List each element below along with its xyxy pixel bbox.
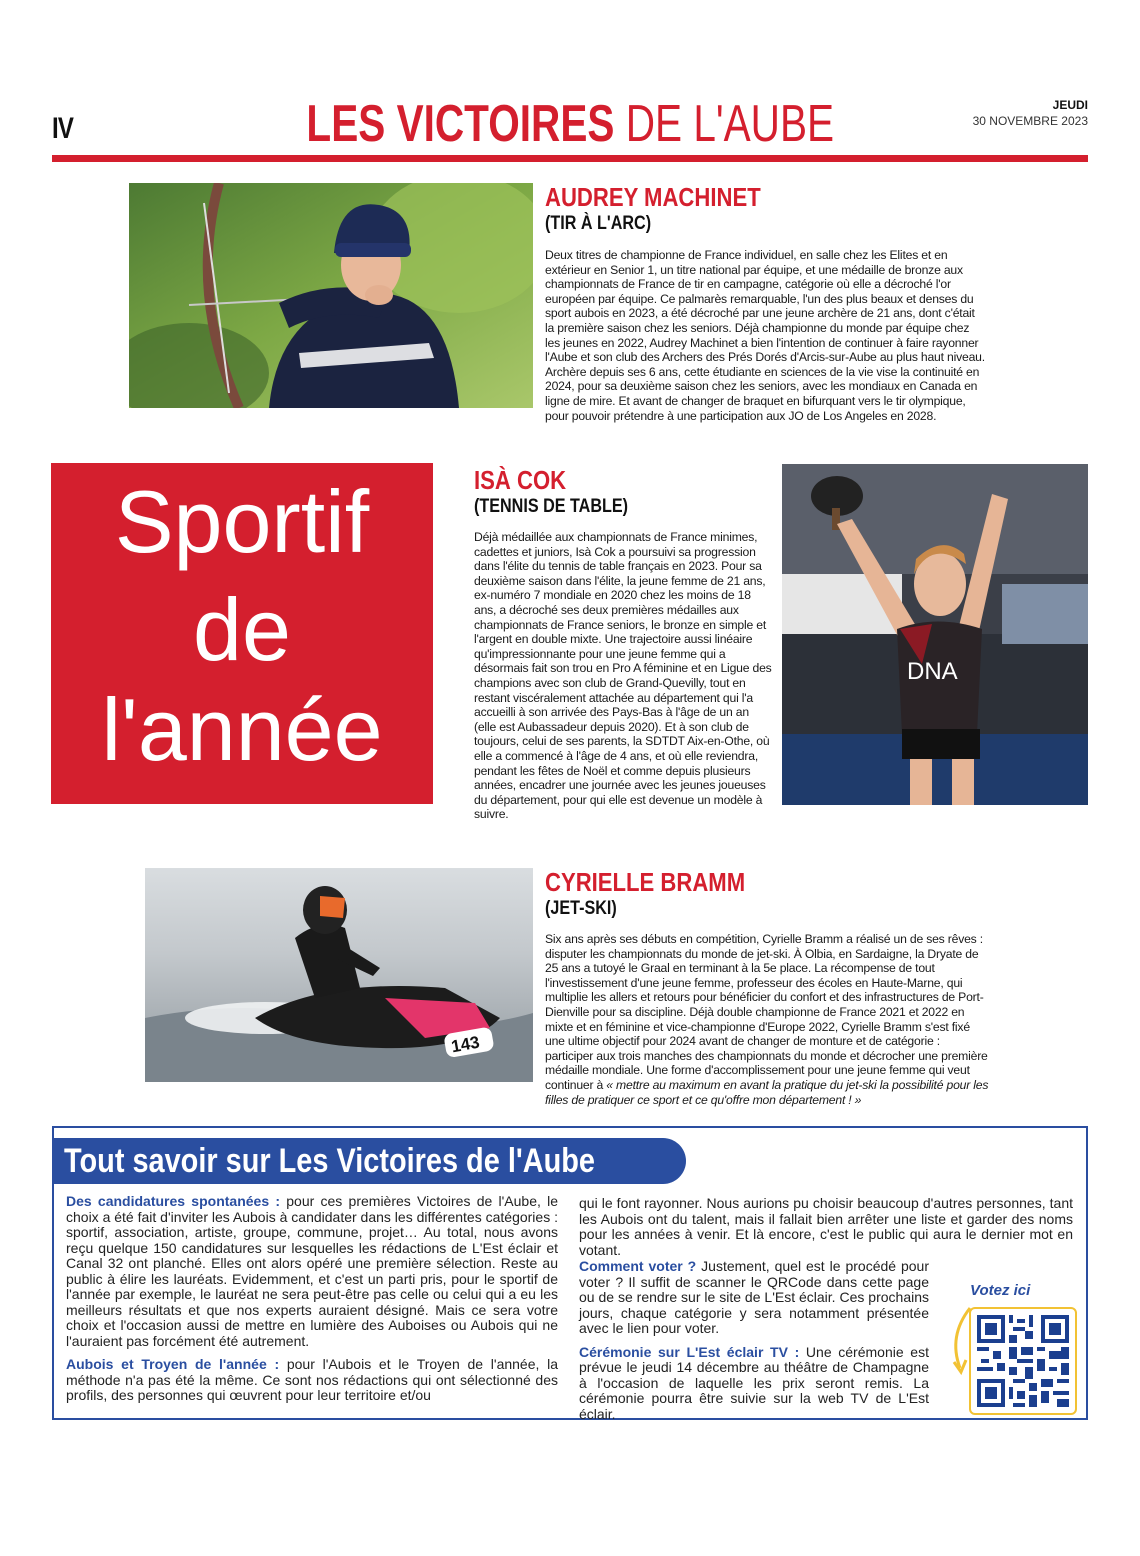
qr-code[interactable] — [969, 1307, 1077, 1415]
masthead-light: DE L'AUBE — [614, 95, 834, 153]
article-text-machinet: Deux titres de championne de France individuel, en salle chez les Elites et en extérieur en Senior 1, un titre national par équipe, et une médaille de bronze aux championnats de France de tir en campagne, catégorie où elle a décroché l'or européen par équipe. Ce palmarès remarquable, l'un des plus beaux et denses du sport aubois en 2023, a été décroché par une jeune archère de 21 ans, dont c'était la première saison chez les seniors. Déjà championne du monde par équipe chez les jeunes en 2022, Audrey Machinet a bien l'intention de continuer à faire rayonner l'Aube et son club des Archers des Prés Dorés d'Arcis-sur-Aube au plus haut niveau. Archère depuis ses 6 ans, cette étudiante en sciences de la vie vise la continuité en 2024, pour sa deuxième saison chez les seniors, avec les mondiaux en Canada en ligne de mire. Et avant de changer de braquet en bifurquant vers le tir olympique, pour pouvoir prétendre à une participation aux JO de Los Angeles en 2028. — [545, 248, 985, 423]
article-quote-bramm: « mettre au maximum en avant la pratique du jet-ski la possibilité pour les filles de pratiquer ce sport et ce qu'offre mon département ! » — [545, 1077, 989, 1107]
award-line-3: l'année — [101, 680, 383, 779]
info-box-title: Tout savoir sur Les Victoires de l'Aube — [64, 1142, 595, 1180]
lead-aubois-troyen: Aubois et Troyen de l'année : — [66, 1356, 280, 1372]
jetski-photo — [145, 868, 533, 1082]
athlete-sport-cok: (TENNIS DE TABLE) — [474, 496, 629, 517]
award-line-1: Sportif — [114, 472, 370, 571]
article-text-bramm — [545, 932, 990, 1107]
athlete-sport-bramm: (JET-SKI) — [545, 898, 617, 919]
table-tennis-photo — [782, 464, 1088, 805]
athlete-name-machinet: AUDREY MACHINET — [545, 182, 761, 212]
lead-comment-voter: Comment voter ? — [579, 1258, 697, 1274]
svg-text:143: 143 — [449, 1032, 482, 1057]
vote-label: Votez ici — [970, 1282, 1031, 1299]
page-number: IV — [52, 112, 74, 145]
text-aubois-troyen: pour l'Aubois et le Troyen de l'année, la méthode n'a pas été la même. Ce sont nos rédactions qui ont sélectionné des profils, des personnes qui œuvrent pour leur territoire et/ou — [66, 1356, 559, 1403]
athlete-name-bramm: CYRIELLE BRAMM — [545, 867, 746, 897]
text-comment-voter: Justement, quel est le procédé pour voter ? Il suffit de scanner le QRCode dans cette page ou de se rendre sur le site de L'Est éclair. Ces prochains jours, chaque catégorie y sera notamment présentée avec le lien pour voter. — [579, 1258, 930, 1336]
info-column-right-top — [579, 1196, 1073, 1266]
article-text-bramm-body: Six ans après ses débuts en compétition, Cyrielle Bramm a réalisé un de ses rêves : disputer les championnats du monde de jet-ski. À Olbia, en Sardaigne, la Dryate de 25 ans a tutoyé le Graal en terminant à la 5e place. La récompense de tout l'investissement d'une jeune femme, professeur des écoles en Haute-Marne, qui multiplie les allers et retours pour bénéficier du confort et des infrastructures de Port-Dienville pour sa discipline. Déjà double championne de France 2021 et 2022 en mixte et en féminine et vice-championne d'Europe 2022, Cyrielle Bramm s'est fixé une ultime objectif pour 2024 avant de changer de monture et de catégorie : participer aux trois manches des championnats du monde et décrocher une première médaille mondiale. Une forme d'accomplissement pour une jeune femme qui veut continuer à — [545, 932, 988, 1092]
masthead-bold: LES VICTOIRES — [306, 95, 615, 153]
info-column-right-bottom — [579, 1259, 929, 1430]
text-ceremonie: Une cérémonie est prévue le jeudi 14 décembre au théâtre de Champagne à l'occasion de laquelle les prix seront remis. La cérémonie pourra être suivie sur la web TV de L'Est éclair. — [579, 1343, 929, 1422]
svg-text:DNA: DNA — [907, 658, 958, 685]
article-text-cok: Déjà médaillée aux championnats de France minimes, cadettes et juniors, Isà Cok a poursuivi sa progression dans l'élite du tennis de table français en 2023. Pour sa deuxième saison dans l'élite, la jeune femme de 21 ans, ex-numéro 7 mondiale en 2020 chez les moins de 18 ans, a décroché ses deux premières médailles aux championnats de France seniors, le bronze en simple et l'argent en double mixte. Une trajectoire aussi linéaire qu'impressionnante pour une jeune femme qui a désormais fait son trou en Pro A féminine et en Ligue des champions avec son club de Grand-Quevilly, tout en restant viscéralement attachée au département qui l'a accueilli à son arrivée des Pays-Bas à l'âge de un an (elle est Aubassadeur depuis 2020). Et à son club de toujours, celui de ses parents, la SDTDT Aix-en-Othe, où elle a commencé à l'âge de 4 ans, et où elle reviendra, pendant les fêtes de Noël et comme depuis plusieurs années, encadrer une journée avec les jeunes joueuses du département, pour qui elle est devenue un modèle à suivre. — [474, 530, 772, 822]
archer-photo — [129, 183, 533, 408]
award-category-box — [51, 463, 433, 804]
masthead — [0, 96, 1140, 152]
info-column-left — [66, 1194, 558, 1412]
text-rayonner: qui le font rayonner. Nous aurions pu choisir beaucoup d'autres personnes, tant les Aubois ont du talent, mais il fallait bien arrêter une liste et garder des noms pour les années à venir. Et là encore, c'est le public qui aura le dernier mot en votant. — [579, 1195, 1073, 1258]
header-day: JEUDI — [1052, 98, 1088, 112]
award-line-2: de — [193, 580, 291, 679]
lead-candidatures: Des candidatures spontanées : — [66, 1193, 281, 1209]
lead-ceremonie: Cérémonie sur L'Est éclair TV : — [579, 1343, 800, 1360]
text-candidatures: pour ces premières Victoires de l'Aube, le choix a été fait d'inviter les Aubois à candidater dans les différentes catégories : sportif, association, artiste, groupe, commune, projet… Au total, nous avons reçu quelque 150 candidatures sur lesquelles les rédactions de L'Est éclair et Canal 32 ont planché. Elles ont alors opéré une première sélection. Reste au public à élire les lauréats. Evidemment, et c'est un parti pris, pour le sportif de l'année par exemple, le lauréat ne sera peut-être pas celle ou celui qui a eu les meilleurs résultats et que nos experts auraient désigné. Mais ce sera votre choix et l'occasion aussi de mettre en lumière des Auboises ou Aubois qui ne l'auraient pas forcément été autrement. — [66, 1193, 559, 1349]
header-rule — [52, 155, 1088, 162]
athlete-sport-machinet: (TIR À L'ARC) — [545, 213, 652, 234]
header-date: 30 NOVEMBRE 2023 — [972, 114, 1088, 128]
athlete-name-cok: ISÀ COK — [474, 465, 567, 495]
